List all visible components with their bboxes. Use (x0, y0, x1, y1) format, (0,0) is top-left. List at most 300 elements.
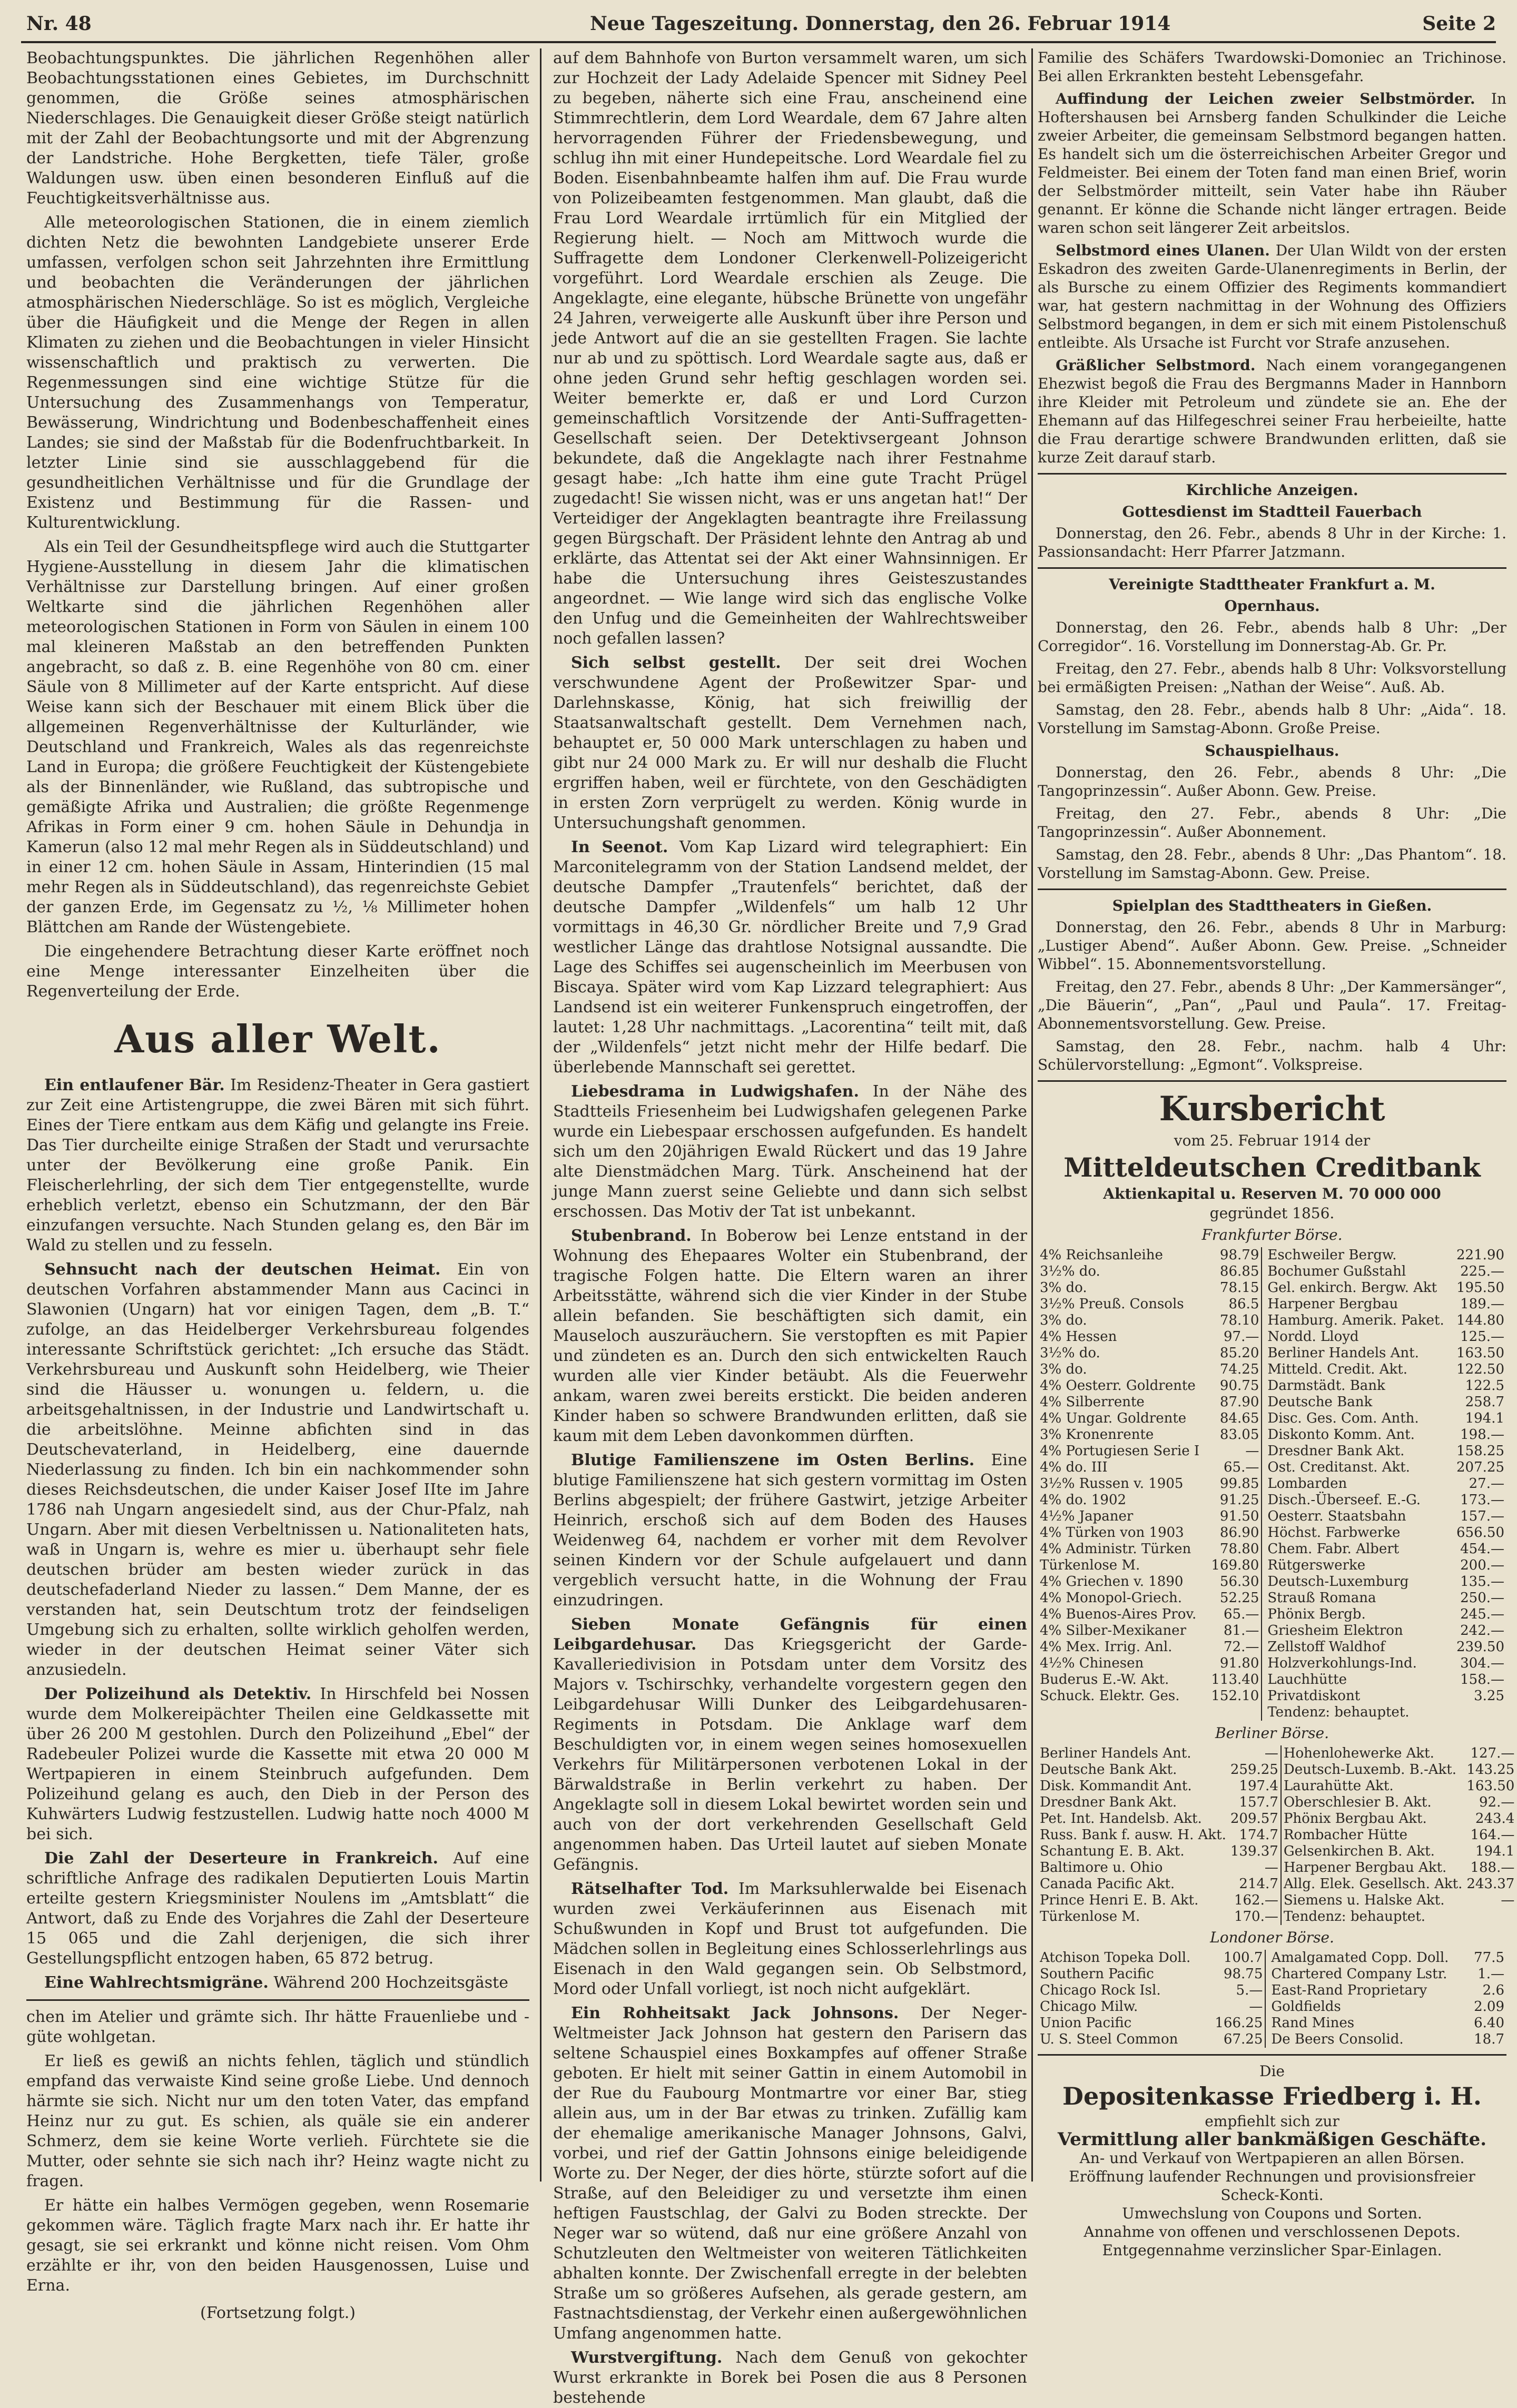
church-notices-subtitle: Gottesdienst im Stadtteil Fauerbach (1122, 503, 1422, 520)
price-row (1038, 1843, 1516, 1860)
article-paragraph: Alle meteorologischen Stationen, die in einem ziemlich dichten Netz die bewohnten Landgebiete unserer Erde umfassen, verfolgen schon seit Jahrzehnten ihre Ermittlung und beobachten die Veränderungen der jährlichen atmosphärischen Niederschläge. So ist es möglich, Vergleiche über die Häufigkeit und die Menge der Regen in allen Klimaten zu ziehen und die Beobachtungen in vieler Hinsicht wissenschaftlich und praktisch zu verwerten. Die Regenmessungen sind eine wichtige Stütze für die Untersuchung des Zusammenhangs von Temperatur, Bewässerung, Windrichtung und Bodenbeschaffenheit eines Landes; sie sind der Maßstab für die Bodenfruchtbarkeit. In letzter Linie sind sie ausschlaggebend für die gesundheitlichen Verhältnisse und für die Grundlage der Existenz und Bestimmung für die Rassen- und Kulturentwicklung. (26, 213, 529, 532)
news-text: In Hirschfeld bei Nossen wurde dem Molkereipächter Theilen eine Geldkassette mit über 26 200 M gestohlen. Durch den Polizeihund „Ebel“ der Radebeuler Polizei wurde die Kassette mit etwa 20 000 M Wertpapieren in einem Steinbruch aufgefunden. Dem Polizeihund gelang es auch, den Dieb in der Person des Kuhwärters Ludwig festzustellen. Ludwig hatte noch 4000 M bei sich. (26, 1685, 529, 1843)
security-name: Dresdner Bank Akt. (1040, 1794, 1177, 1810)
price-row (1038, 1525, 1506, 1541)
security-price: 84.65 (1219, 1410, 1259, 1426)
security-price: 188.— (1470, 1860, 1515, 1876)
divider (1038, 567, 1506, 569)
security-price: 122.50 (1456, 1361, 1504, 1377)
security-price: — (1245, 1443, 1259, 1459)
security-name: Deutsche Bank Akt. (1040, 1762, 1177, 1778)
column-separator (1262, 1525, 1265, 1541)
security-price: 2.6 (1482, 1982, 1504, 1998)
security-name: Strauß Romana (1267, 1590, 1376, 1606)
security-price: 72.— (1224, 1639, 1259, 1655)
security-price: 6.40 (1474, 2015, 1504, 2031)
news-text: auf dem Bahnhofe von Burton versammelt waren, um sich zur Hochzeit der Lady Adelaide Spencer mit Sidney Peel zu begeben, näherte sich eine Frau, anscheinend eine Stimmrechtlerin, dem Lord Weardale, dem 67 Jahre alten hervorragenden Führer der Friedensbewegung, und schlug ihn mit einer Hundepeitsche. Lord Weardale fiel zu Boden. Eisenbahnbeamte halfen ihm auf. Die Frau wurde von Polizeibeamten festgenommen. Man glaubt, daß die Frau Lord Weardale irrtümlich für ein Mitglied der Regierung hielt. — Noch am Mittwoch wurde die Suffragette dem Londoner Clerkenwell-Polizeigericht vorgeführt. Lord Weardale erschien als Zeuge. Die Angeklagte, eine elegante, hübsche Brünette von ungefähr 24 Jahren, verweigerte alle Auskunft über ihre Person und jede Antwort auf die an sie gestellten Fragen. Sie lachte nur ab und zu spöttisch. Lord Weardale sagte aus, daß er ohne jeden Grund sehr heftig geschlagen worden sei. Weiter bemerkte er, daß er und Lord Curzon gemeinschaftlich Vorsitzende der Anti-Suffragetten-Gesellschaft seien. Der Detektivsergeant Johnson bekundete, daß die Angeklagte nach ihrer Festnahme gesagt habe: „Ich hatte ihm eine gute Tracht Prügel zugedacht! Sie wissen nicht, was er uns angetan hat!“ Der Verteidiger der Angeklagten beantragte ihre Freilassung gegen Bürgschaft. Der Präsident lehnte den Antrag ab und erklärte, das Attentat sei der Akt einer Wahnsinnigen. Er habe die Untersuchung ihres Geisteszustandes angeordnet. — Wie lange wird sich das englische Volke den Unfug und die Gemeinheiten der Wahlrechtsweiber noch gefallen lassen? (553, 49, 1027, 648)
security-price: — (1249, 1999, 1263, 2015)
security-price: 1.— (1477, 1966, 1504, 1982)
security-price: 91.50 (1219, 1508, 1259, 1524)
security-name: 4% Portugiesen Serie I (1040, 1443, 1200, 1459)
security-name: Türkenlose M. (1040, 1909, 1140, 1925)
security-name: Tendenz: behauptet. (1283, 1909, 1426, 1925)
security-price: 239.50 (1456, 1639, 1504, 1655)
security-price: 56.30 (1219, 1574, 1259, 1590)
security-price: 163.50 (1466, 1778, 1515, 1794)
security-price: 5.— (1236, 1982, 1263, 1998)
security-price: 91.80 (1219, 1655, 1259, 1671)
security-price: 143.25 (1466, 1762, 1515, 1778)
news-item (553, 837, 1027, 1078)
security-price: 65.— (1224, 1606, 1259, 1622)
security-price (1207, 1704, 1262, 1721)
security-price: 86.85 (1219, 1264, 1259, 1279)
giessen-theater-title: Spielplan des Stadttheaters in Gießen. (1112, 897, 1432, 914)
advert-title: Depositenkasse Friedberg i. H. (1062, 2082, 1482, 2110)
price-row (1038, 2015, 1506, 2031)
security-name: Gel. enkirch. Bergw. Akt (1267, 1280, 1437, 1296)
column-separator (1265, 1966, 1269, 1982)
news-headline: Die Zahl der Deserteure in Frankreich. (44, 1849, 438, 1868)
column-separator (1262, 1541, 1265, 1557)
security-name: 3½% do. (1040, 1264, 1100, 1279)
security-name: Griesheim Elektron (1267, 1623, 1403, 1639)
issue-number: Nr. 48 (26, 13, 92, 35)
price-row (1038, 1280, 1506, 1296)
news-headline: Wurstvergiftung. (571, 2348, 723, 2367)
security-price: 157.— (1460, 1508, 1504, 1524)
price-row (1038, 1312, 1506, 1329)
security-name: Höchst. Farbwerke (1267, 1525, 1401, 1541)
security-name: Lauchhütte (1267, 1672, 1347, 1687)
price-row (1038, 1394, 1506, 1410)
security-price: 195.50 (1456, 1280, 1504, 1296)
security-price: 163.50 (1456, 1345, 1504, 1361)
security-name: 3% do. (1040, 1361, 1087, 1377)
news-item (26, 1260, 529, 1680)
security-name: Allg. Elek. Gesellsch. Akt. (1283, 1876, 1463, 1892)
security-name: 4% do. 1902 (1040, 1492, 1127, 1508)
security-name: 4% Silber-Mexikaner (1040, 1623, 1187, 1639)
security-price: 197.4 (1239, 1778, 1278, 1794)
bank-founded: gegründet 1856. (1209, 1205, 1335, 1222)
news-text: Das Kriegsgericht der Garde-Kavalleriedivision in Potsdam unter dem Vorsitz des Majors v. Tschirschky, verhandelte vorgestern gegen den Leibgardehusar Willi Dunker des Leibgardehusaren-Regiments in Potsdam. Die Anklage warf dem Beschuldigten vor, in einem wegen seines homosexuellen Verkehrs für Militärpersonen verbotenen Lokal in der Bärwaldstraße in Berlin verkehrt zu haben. Der Angeklagte soll in diesem Lokal bewirtet worden sein und auch von der dort verkehrenden Gesellschaft Geld angenommen haben. Das Urteil lautet auf sieben Monate Gefängnis. (553, 1635, 1027, 1874)
column-separator (1262, 1443, 1265, 1459)
news-item (1038, 356, 1506, 467)
security-price: 98.79 (1219, 1247, 1259, 1263)
security-name: Chem. Fabr. Albert (1267, 1541, 1400, 1557)
security-name: Lombarden (1267, 1476, 1347, 1492)
security-price: 164.— (1470, 1827, 1515, 1843)
news-item (26, 1684, 529, 1844)
security-name: Schantung E. B. Akt. (1040, 1843, 1185, 1859)
security-name: 3% do. (1040, 1280, 1087, 1296)
security-price: 304.— (1460, 1655, 1504, 1671)
column-separator (1265, 1982, 1269, 1999)
security-name: Baltimore u. Ohio (1040, 1860, 1163, 1876)
news-headline: Sich selbst gestellt. (571, 654, 781, 672)
column-separator (1262, 1459, 1265, 1476)
news-headline: Ein Rohheitsakt Jack Johnsons. (571, 2004, 899, 2022)
security-price: 100.7 (1223, 1950, 1263, 1966)
column-2 (553, 48, 1028, 2407)
price-row (1038, 1492, 1506, 1508)
security-price: 74.25 (1219, 1361, 1259, 1377)
column-separator (1262, 1623, 1265, 1639)
news-text: Auf eine schriftliche Anfrage des radikalen Deputierten Louis Martin erteilte gestern Kriegsminister Noulens im „Amtsblatt“ die Antwort, daß zu Ende des Vorjahres die Zahl der Deserteure 15 065 und die Zahl derjenigen, die sich ihrer Gestellungspflicht entzogen haben, 65 872 betrug. (26, 1849, 529, 1968)
security-price: 135.— (1460, 1574, 1504, 1590)
price-row (1038, 1639, 1506, 1655)
security-name: 4% Oesterr. Goldrente (1040, 1378, 1196, 1394)
news-headline: Eine Wahlrechtsmigräne. (44, 1973, 269, 1992)
news-text: In Boberow bei Lenze entstand in der Wohnung des Ehepaares Wolter ein Stubenbrand, der tragische Folgen hatte. Die Eltern waren an ihrer Arbeitsstätte, während sich die vier Kinder in der Stube allein befanden. Sie beschäftigten sich damit, ein Mauseloch auszuräuchern. Sie verstopften es mit Papier und zündeten es an. Durch den sich entwickelten Rauch wurden alle vier Kinder betäubt. Als die Feuerwehr ankam, waren zwei bereits erstickt. Die beiden anderen Kinder haben so schwere Brandwunden erlitten, daß sie kaum mit dem Leben davonkommen dürften. (553, 1227, 1027, 1445)
serial-paragraph: Er ließ es gewiß an nichts fehlen, täglich und stündlich empfand das verwaiste Kind seine große Liebe. Und dennoch härmte sie sich. Nicht nur um den toten Vater, das empfand Heinz nur zu gut. Es schien, als quäle sie ein anderer Schmerz, dem sie keine Worte verlieh. Fürchtete sie die Mutter, oder sehnte sie sich nach ihr? Heinz wagte nicht zu fragen. (26, 2052, 529, 2190)
price-row (1038, 1778, 1516, 1794)
advert-service: Vermittlung aller bankmäßigen Geschäfte. (1057, 2129, 1487, 2150)
news-headline: Rätselhafter Tod. (571, 1880, 729, 1898)
advert-line: Entgegennahme verzinslicher Spar-Einlagen. (1102, 2242, 1442, 2259)
security-price: — (1501, 1892, 1515, 1908)
column-separator (1262, 1557, 1265, 1574)
security-name: 3% do. (1040, 1312, 1087, 1328)
opera-program: Donnerstag, den 26. Febr., abends halb 8 Uhr: „Der Corregidor“. 16. Vorstellung im Donnerstag-Ab. Gr. Pr. (1038, 619, 1506, 655)
security-price: 259.25 (1230, 1762, 1278, 1778)
column-1 (26, 48, 529, 2322)
security-name: 4% Ungar. Goldrente (1040, 1410, 1187, 1426)
news-headline: Ein entlaufener Bär. (44, 1076, 225, 1094)
security-price (1464, 1909, 1516, 1925)
opera-program: Samstag, den 28. Febr., abends halb 8 Uhr: „Aida“. 18. Vorstellung im Samstag-Abonn. Große Preise. (1038, 701, 1506, 737)
security-price: 113.40 (1211, 1672, 1259, 1687)
column-separator (1262, 1508, 1265, 1525)
price-row (1038, 1427, 1506, 1443)
price-row (1038, 2031, 1506, 2048)
news-item (553, 2004, 1027, 2344)
news-text: Eine blutige Familienszene hat sich gestern vormittag im Osten Berlins abgespielt; der frühere Gastwirt, jetzige Arbeiter Heinrich, erschoß sich auf dem Boden des Hauses Weidenweg 64, nachdem er vorher mit dem Revolver seinen Kindern vor der Schule aufgelauert und dann vergeblich versucht hatte, in die Wohnung der Frau einzudringen. (553, 1451, 1027, 1610)
security-price: 78.15 (1219, 1280, 1259, 1296)
security-name: Disk. Kommandit Ant. (1040, 1778, 1192, 1794)
security-name: Berliner Handels Ant. (1267, 1345, 1419, 1361)
schauspiel-program: Donnerstag, den 26. Febr., abends 8 Uhr: „Die Tangoprinzessin“. Außer Abonn. Gew. Preise. (1038, 764, 1506, 800)
giessen-program: Freitag, den 27. Febr., abends 8 Uhr: „Der Kammersänger“, „Die Bäuerin“, „Pan“, „Paul und Paula“. 17. Freitag-Abonnementsvorstellung. Gew. Preise. (1038, 978, 1506, 1032)
security-price: 189.— (1460, 1296, 1504, 1312)
news-text: Familie des Schäfers Twardowski-Domoniec an Trichinose. Bei allen Erkrankten besteht Lebensgefahr. (1038, 49, 1506, 85)
news-headline: Selbstmord eines Ulanen. (1056, 242, 1270, 259)
security-price: 454.— (1460, 1541, 1504, 1557)
security-price: 170.— (1234, 1909, 1278, 1925)
security-name: Rombacher Hütte (1283, 1827, 1407, 1843)
article-paragraph: Die eingehendere Betrachtung dieser Karte eröffnet noch eine Menge interessanter Einzelheiten über die Regenverteilung der Erde. (26, 942, 529, 1001)
security-name: Ost. Creditanst. Akt. (1267, 1459, 1410, 1475)
kursbericht-title: Kursbericht (1159, 1089, 1385, 1129)
news-item (553, 1226, 1027, 1446)
masthead: Neue Tageszeitung. Donnerstag, den 26. Februar 1914 (590, 13, 1171, 35)
church-notice: Donnerstag, den 26. Febr., abends 8 Uhr in der Kirche: 1. Passionsandacht: Herr Pfarrer Jatzmann. (1038, 525, 1506, 560)
security-price: 198.— (1460, 1427, 1504, 1443)
security-name: Disc. Ges. Com. Anth. (1267, 1410, 1419, 1426)
news-text: In der Nähe des Stadtteils Friesenheim bei Ludwigshafen gelegenen Parke wurde ein Liebespaar erschossen aufgefunden. Es handelt sich um den 20jährigen Ewald Rückert und das 19 Jahre alte Dienstmädchen Marg. Türk. Anscheinend hat der junge Mann zuerst seine Geliebte und dann sich selbst erschossen. Das Motiv der Tat ist unbekannt. (553, 1082, 1027, 1221)
security-name: Chicago Milw. (1040, 1999, 1138, 2015)
security-name: 4% Monopol-Griech. (1040, 1590, 1183, 1606)
security-name: 3½% Preuß. Consols (1040, 1296, 1184, 1312)
column-separator (1262, 1378, 1265, 1394)
divider (26, 1999, 529, 2001)
column-separator (1262, 1361, 1265, 1378)
schauspiel-program: Samstag, den 28. Febr., abends 8 Uhr: „Das Phantom“. 18. Vorstellung im Samstag-Abonn. Gew. Preise. (1038, 846, 1506, 882)
news-headline: Sehnsucht nach der deutschen Heimat. (44, 1260, 441, 1279)
page-number: Seite 2 (1422, 13, 1496, 35)
security-price: 97.— (1224, 1329, 1259, 1345)
column-separator (1262, 1590, 1265, 1606)
news-headline: Der Polizeihund als Detektiv. (44, 1685, 312, 1703)
security-name: Harpener Bergbau (1267, 1296, 1398, 1312)
security-price: 86.90 (1219, 1525, 1259, 1541)
frankfurt-price-table (1038, 1247, 1506, 1721)
security-price: 221.90 (1456, 1247, 1504, 1263)
price-row (1038, 1459, 1506, 1476)
security-price: 83.05 (1219, 1427, 1259, 1443)
news-text: Nach einem vorangegangenen Ehezwist begoß die Frau des Bergmanns Mader in Hannborn ihre Kleider mit Petroleum und zündete sie an. Ehe der Ehemann auf das Hilfegeschrei seiner Frau herbeieilte, hatte die Frau derartige schwere Brandwunden erlitten, daß sie kurze Zeit darauf starb. (1038, 357, 1507, 466)
security-name: Gelsenkirchen B. Akt. (1283, 1843, 1435, 1859)
security-price: 209.57 (1230, 1811, 1278, 1827)
price-row (1038, 1329, 1506, 1345)
security-price: 86.5 (1228, 1296, 1259, 1312)
security-price: 162.— (1234, 1892, 1278, 1908)
security-price: 90.75 (1219, 1378, 1259, 1394)
price-row (1038, 1247, 1506, 1264)
security-name: 4½% Chinesen (1040, 1655, 1144, 1671)
kursbericht-date: vom 25. Februar 1914 der (1174, 1132, 1371, 1149)
security-name: Privatdiskont (1267, 1688, 1361, 1704)
security-price: 125.— (1460, 1329, 1504, 1345)
price-row (1038, 1410, 1506, 1427)
security-price: 81.— (1224, 1623, 1259, 1639)
price-row (1038, 1950, 1506, 1966)
security-price: 207.25 (1456, 1459, 1504, 1475)
column-separator (1262, 1672, 1265, 1688)
security-name: Disch.-Überseef. E.-G. (1267, 1492, 1421, 1508)
column-separator (1265, 2031, 1269, 2048)
column-separator (1262, 1410, 1265, 1427)
price-row (1038, 1378, 1506, 1394)
security-name: 4% do. III (1040, 1459, 1108, 1475)
security-price: 242.— (1460, 1623, 1504, 1639)
security-price: 152.10 (1211, 1688, 1259, 1704)
giessen-program: Donnerstag, den 26. Febr., abends 8 Uhr in Marburg: „Lustiger Abend“. Außer Abonn. Gew. Preise. „Schneider Wibbel“. 15. Abonnementsvorstellung. (1038, 919, 1506, 973)
security-name: Diskonto Komm. Ant. (1267, 1427, 1415, 1443)
security-price: 194.1 (1465, 1410, 1504, 1426)
church-notices-title: Kirchliche Anzeigen. (1186, 481, 1358, 499)
price-row (1038, 1811, 1516, 1827)
security-price: 78.80 (1219, 1541, 1259, 1557)
security-price: 243.37 (1466, 1876, 1515, 1892)
divider (1038, 473, 1506, 475)
news-item (26, 1973, 529, 1993)
security-name: Deutsch-Luxemburg (1267, 1574, 1409, 1590)
news-text: In Hoftershausen bei Arnsberg fanden Schulkinder die Leiche zweier Arbeiter, die gemeinsam Selbstmord begangen hatten. Es handelt sich um die österreichischen Arbeiter Gregor und Feldmeister. Bei einem der Toten fand man einen Brief, worin der Selbstmörder mitteilt, sein Vater habe ihn Räuber genannt. Er könne die Schande nicht länger ertragen. Beide waren schon seit längerer Zeit arbeitslos. (1038, 90, 1506, 236)
security-name: 4% Mex. Irrig. Anl. (1040, 1639, 1173, 1655)
column-separator (1262, 1329, 1265, 1345)
news-item (553, 1879, 1027, 1999)
security-name: 4% Hessen (1040, 1329, 1117, 1345)
bank-name: Mitteldeutschen Creditbank (1063, 1152, 1481, 1183)
column-separator (1262, 1247, 1265, 1264)
security-name: East-Rand Proprietary (1271, 1982, 1427, 1998)
security-name: Mitteld. Credit. Akt. (1267, 1361, 1407, 1377)
opera-program: Freitag, den 27. Febr., abends halb 8 Uhr: Volksvorstellung bei ermäßigten Preisen: „Nathan der Weise“. Auß. Ab. (1038, 660, 1506, 696)
column-separator (1265, 1999, 1269, 2015)
security-name: U. S. Steel Common (1040, 2031, 1178, 2047)
giessen-program: Samstag, den 28. Febr., nachm. halb 4 Uhr: Schülervorstellung: „Egmont“. Volkspreise. (1038, 1038, 1506, 1073)
security-price: 139.37 (1230, 1843, 1278, 1859)
column-separator (1262, 1264, 1265, 1280)
news-item (553, 653, 1027, 833)
security-price: 166.25 (1215, 2015, 1263, 2031)
security-name: Zellstoff Waldhof (1267, 1639, 1385, 1655)
security-name: 3½% Russen v. 1905 (1040, 1476, 1184, 1492)
price-row (1038, 1541, 1506, 1557)
column-separator (1262, 1296, 1265, 1312)
security-name: Oesterr. Staatsbahn (1267, 1508, 1406, 1524)
column-separator (1262, 1606, 1265, 1623)
schauspiel-title: Schauspielhaus. (1205, 742, 1339, 759)
security-price: 127.— (1470, 1745, 1515, 1761)
schauspiel-program: Freitag, den 27. Febr., abends 8 Uhr: „Die Tangoprinzessin“. Außer Abonnement. (1038, 805, 1506, 841)
column-separator (1262, 1345, 1265, 1361)
security-name: Chartered Company Lstr. (1271, 1966, 1447, 1982)
column-separator (1262, 1312, 1265, 1329)
price-row (1038, 1296, 1506, 1312)
security-name: Eschweiler Bergw. (1267, 1247, 1397, 1263)
news-item (553, 2348, 1027, 2408)
security-name: De Beers Consolid. (1271, 2031, 1404, 2047)
price-row (1038, 1704, 1506, 1721)
security-name: Berliner Handels Ant. (1040, 1745, 1191, 1761)
security-name: Rütgerswerke (1267, 1557, 1366, 1573)
security-name (1038, 1704, 1207, 1721)
price-row (1038, 1794, 1516, 1811)
security-price: 92.— (1479, 1794, 1515, 1810)
continued-note: (Fortsetzung folgt.) (200, 2304, 356, 2322)
news-text: Ein von deutschen Vorfahren abstammender Mann aus Cacinci in Slawonien (Ungarn) hat vor einigen Tagen, dem „B. T.“ zufolge, an das Heidelberger Verkehrsbureau folgendes interessante Schriftstück gerichtet: „Ich ersuche das Städt. Verkehrsbureau und Auskunft sohn Heidelberg, wie Theier sind die Häusser u. wonungen u. feldern, u. die arbeitsgehaltnissen, in der Industrie und Landwirtschaft u. die arbeitslöhne. Meinne abfichten sind in das Deutschevaterland, in Heidelberg, eine dauernde Niederlassung zu finden. Ich bin ein nachkommender sohn dieses Reichsdeutschen, die under Kaiser Josef IIte im Jahre 1786 nah Ungarn angesiedelt sind, aus der Chur-Pfalz, nah Ungarn. Aber mit diesen Verbeltnissen u. Nationaliteten hats, waß in Ungarn is, wehre es mier u. überhaupt sehr fiele deutschen brüder am besten wieder zurück in das deutschefaderland Nieder zu lassen.“ Dem Manne, der es verstanden hat, sein Deutschtum trotz der feindseligen Umgebung sich zu erhalten, sollte wirklich geholfen werden, wieder in der deutschen Heimat seiner Väter sich anzusiedeln. (26, 1260, 529, 1679)
security-price: 144.80 (1456, 1312, 1504, 1328)
security-price: — (1264, 1860, 1278, 1876)
london-price-table (1038, 1950, 1506, 2048)
price-row (1038, 1762, 1516, 1778)
news-item (1038, 90, 1506, 237)
column-separator (1265, 1950, 1269, 1966)
security-price: 250.— (1460, 1590, 1504, 1606)
news-text: Im Marksuhlerwalde bei Eisenach wurden zwei Verkäuferinnen aus Eisenach mit Schußwunden in Kopf und Brust tot aufgefunden. Die Mädchen sollen in Begleitung eines Schlosserlehrlings aus Eisenach in den Wald gegangen sein. Ob Selbstmord, Mord oder Unfall vorliegt, ist noch nicht aufgeklärt. (553, 1880, 1027, 1998)
price-row (1038, 1590, 1506, 1606)
price-row (1038, 1574, 1506, 1590)
security-price (1453, 1704, 1506, 1721)
price-row (1038, 1982, 1506, 1999)
column-separator (1262, 1492, 1265, 1508)
advert-subtitle: empfiehlt sich zur (1205, 2113, 1339, 2130)
serial-paragraph: chen im Atelier und grämte sich. Ihr hätte Frauenliebe und -güte wohlgetan. (26, 2008, 529, 2046)
divider (1038, 1080, 1506, 1082)
news-text: Der Neger-Weltmeister Jack Johnson hat gestern den Parisern das seltene Schauspiel eines Boxkampfes auf offener Straße geboten. Er hielt mit seiner Gattin in einem Automobil in der Rue du Faubourg Montmartre vor einer Bar, stieg allein aus, um in der Bar etwas zu trinken. Zufällig kam der ehemalige amerikanische Manager Johnsons, Galvi, vorbei, und rief der Gattin Johnsons einige beleidigende Worte zu. Der Neger, der dies hörte, stürzte sofort auf die Straße, auf den Beleidiger zu und versetzte ihm einen heftigen Faustschlag, der Galvi zu Boden streckte. Der Neger war so wütend, daß nur eine größere Anzahl von Schutzleuten den Weltmeister von weiteren Tätlichkeiten abhalten konnte. Der Zwischenfall erregte in der belebten Straße um so größeres Aufsehen, als gerade gestern, am Fastnachtsdienstag, der Verkehr einen außergewöhnlichen Umfang angenommen hatte. (553, 2004, 1028, 2343)
security-price: 169.80 (1211, 1557, 1259, 1573)
security-name: Buderus E.-W. Akt. (1040, 1672, 1169, 1687)
security-price: 157.7 (1239, 1794, 1278, 1810)
news-headline: Auffindung der Leichen zweier Selbstmörder. (1056, 90, 1475, 107)
advert-line: Umwechslung von Coupons und Sorten. (1122, 2205, 1422, 2222)
security-name: 4% Türken von 1903 (1040, 1525, 1184, 1541)
column-separator (1262, 1655, 1265, 1672)
security-name: 4% Buenos-Aires Prov. (1040, 1606, 1197, 1622)
security-name: Holzverkohlungs-Ind. (1267, 1655, 1417, 1671)
security-name: Bochumer Gußstahl (1267, 1264, 1406, 1279)
divider (1038, 889, 1506, 890)
column-divider (1031, 48, 1033, 2182)
security-name: Rand Mines (1271, 2015, 1355, 2031)
security-price: 98.75 (1223, 1966, 1263, 1982)
security-price: 77.5 (1474, 1950, 1504, 1966)
security-name: Schuck. Elektr. Ges. (1040, 1688, 1180, 1704)
security-price: 225.— (1460, 1264, 1504, 1279)
price-row (1038, 1655, 1506, 1672)
opera-title: Opernhaus. (1224, 597, 1320, 615)
column-separator (1262, 1280, 1265, 1296)
page-header (21, 9, 1496, 43)
security-price: 258.7 (1465, 1394, 1504, 1410)
security-name: Dresdner Bank Akt. (1267, 1443, 1405, 1459)
news-headline: Liebesdrama in Ludwigshafen. (571, 1082, 859, 1101)
security-name: 4% Administr. Türken (1040, 1541, 1191, 1557)
news-text: Der seit drei Wochen verschwundene Agent der Proßewitzer Spar- und Darlehnskasse, König, hat sich freiwillig der Staatsanwaltschaft gestellt. Dem Vernehmen nach, behauptet er, 50 000 Mark unterschlagen zu haben und gibt nur 24 000 Mark zu. Er will nur deshalb die Flucht ergriffen haben, weil er fürchtete, von den Geschädigten in ersten Zorn verprügelt zu werden. König wurde in Untersuchungshaft genommen. (553, 654, 1027, 832)
security-name: Hohenlohewerke Akt. (1283, 1745, 1434, 1761)
news-text: Nach dem Genuß von gekochter Wurst erkrankte in Borek bei Posen die aus 8 Personen bestehende (553, 2348, 1027, 2407)
security-price: 122.5 (1465, 1378, 1504, 1394)
security-name: Tendenz: behauptet. (1267, 1704, 1410, 1720)
security-price: 194.1 (1475, 1843, 1515, 1859)
security-name: Atchison Topeka Doll. (1040, 1950, 1191, 1966)
serial-paragraph: Er hätte ein halbes Vermögen gegeben, wenn Rosemarie gekommen wäre. Täglich fragte Marx nach ihr. Er hatte ihr gesagt, sie sei erkrankt und könne nicht reisen. Vom Ohm erzählte er ihr, von den beiden Hausgenossen, Luise und Erna. (26, 2196, 529, 2295)
news-headline: Blutige Familienszene im Osten Berlins. (571, 1451, 975, 1469)
security-name: Canada Pacific Akt. (1040, 1876, 1175, 1892)
security-name: 4% Silberrente (1040, 1394, 1145, 1410)
security-name: 4% Reichsanleihe (1040, 1247, 1163, 1263)
security-price: 243.4 (1475, 1811, 1515, 1827)
divider (1038, 2054, 1506, 2056)
security-price: 214.7 (1239, 1876, 1278, 1892)
price-row (1038, 1264, 1506, 1280)
security-name: 3½% do. (1040, 1345, 1100, 1361)
security-name: 4½% Japaner (1040, 1508, 1134, 1524)
security-name: Laurahütte Akt. (1283, 1778, 1394, 1794)
security-name: 4% Griechen v. 1890 (1040, 1574, 1184, 1590)
security-name: Goldfields (1271, 1999, 1341, 2015)
london-boerse-title: Londoner Börse. (1210, 1929, 1334, 1946)
price-row (1038, 1476, 1506, 1492)
advert-line: An- und Verkauf von Wertpapieren an allen Börsen. (1079, 2149, 1465, 2167)
security-name: Deutsche Bank (1267, 1394, 1373, 1410)
price-row (1038, 1860, 1516, 1876)
security-price: 18.7 (1474, 2031, 1504, 2047)
price-row (1038, 1345, 1506, 1361)
price-row (1038, 1688, 1506, 1704)
column-separator (1265, 2015, 1269, 2031)
security-name: Russ. Bank f. ausw. H. Akt. (1040, 1827, 1226, 1843)
security-name: Phönix Bergbau Akt. (1283, 1811, 1427, 1827)
security-price: 656.50 (1456, 1525, 1504, 1541)
column-separator (1262, 1394, 1265, 1410)
ad-the: Die (1259, 2062, 1285, 2080)
security-price: 87.90 (1219, 1394, 1259, 1410)
article-paragraph: Als ein Teil der Gesundheitspflege wird auch die Stuttgarter Hygiene-Ausstellung in diesem Jahr die klimatischen Verhältnisse zur Darstellung bringen. Auf einer großen Weltkarte sind die jährlichen Regenhöhen aller meteorologischen Stationen in Form von Säulen in einem 100 mal kleineren Maßstab an den betreffenden Punkten angebracht, so daß z. B. eine Regenhöhe von 80 cm. einer Säule von 8 Millimeter auf der Karte entspricht. Auf diese Weise kann sich der Beschauer mit einem Blick über die allgemeinen Regenverhältnisse der Kulturländer, wie Deutschland und Frankreich, Wales als das regenreichste Land in Europa; die größere Feuchtigkeit der Küstengebiete als der Binnenländer, wie Rußland, das subtropische und gemäßigte Afrika und Australien; die größte Regenmenge Afrikas in Form einer 9 cm. hohen Säule in Dehundja in Kamerun (also 12 mal mehr Regen als in Süddeutschland) und in einer 12 cm. hohen Säule in Assam, Hinterindien (15 mal mehr Regen als in Süddeutschland), das regenreichste Gebiet der ganzen Erde, im Gegensatz zu ½, ⅛ Millimeter hohen Blättchen am Rande der Wüstengebiete. (26, 538, 529, 936)
